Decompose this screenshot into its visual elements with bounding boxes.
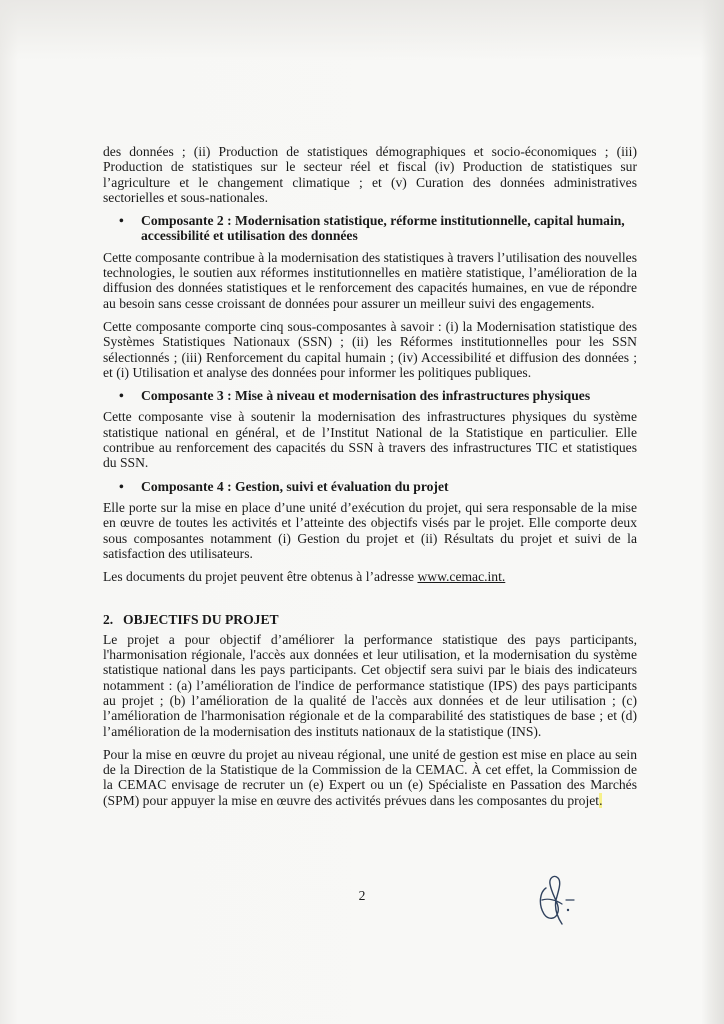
component-2-paragraph-2: Cette composante comporte cinq sous-composantes à savoir : (i) la Modernisation statistique des Systèmes Statistiques Nationaux (SSN) ; (ii) les Réformes institutionnelles pour les SSN sélectionnés ; (iii) Renforcement du capital humain ; (iv) Accessibilité et diffusion des données ; et (i) Utilisation et analyse des données pour informer les politiques publiques. [103, 318, 637, 380]
documents-paragraph [103, 569, 637, 584]
bullet-icon: • [119, 213, 124, 229]
page-number: 2 [358, 888, 366, 903]
component-4-heading [119, 479, 637, 494]
bullet-icon: • [119, 478, 124, 494]
highlighted-period: . [599, 792, 603, 808]
section-2-title: OBJECTIFS DU PROJET [123, 612, 279, 628]
component-2-heading [119, 213, 637, 244]
cemac-website-link[interactable]: www.cemac.int. [417, 569, 506, 585]
bullet-icon: • [119, 388, 124, 404]
scan-shadow-top [0, 0, 724, 60]
section-2-paragraph-2 [103, 747, 637, 808]
document-body [103, 144, 637, 816]
handwritten-initials-signature [528, 870, 588, 932]
component-4-paragraph-1: Elle porte sur la mise en place d’une unité d’exécution du projet, qui sera responsable de la mise en œuvre de toutes les activités et l’atteinte des objectifs visés par le projet. Elle comporte deux sous composantes notamment (i) Gestion du projet et (ii) Résultats du projet et suivi de la satisfaction des utilisateurs. [103, 499, 637, 561]
section-2-paragraph-2-text: Pour la mise en œuvre du projet au niveau régional, une unité de gestion est mise en place au sein de la Direction de la Statistique de la Commission de la CEMAC. À cet effet, la Commission de la CEMAC envisage de recruter un (e) Expert ou un (e) Spécialiste en Passation des Marchés (SPM) pour appuyer la mise en œuvre des activités prévues dans les composantes du projet [103, 746, 637, 808]
component-2-paragraph-1: Cette composante contribue à la modernisation des statistiques à travers l’utilisation des nouvelles technologies, le soutien aux réformes institutionnelles en matière statistique, l’amélioration de la diffusion des données statistiques et le renforcement des capacités humaines, en vue de répondre au besoin sans cesse croissant de données pour assurer un meilleur suivi des engagements. [103, 249, 637, 311]
component-3-paragraph-1: Cette composante vise à soutenir la modernisation des infrastructures physiques du système statistique national en général, et de l’Institut National de la Statistique en particulier. Elle contribue au renforcement des capacités du SSN à travers des infrastructures TIC et statistiques du SSN. [103, 409, 637, 471]
documents-text: Les documents du projet peuvent être obtenus à l’adresse [103, 569, 418, 585]
section-2-number: 2. [103, 612, 114, 628]
intro-paragraph: des données ; (ii) Production de statistiques démographiques et socio-économiques ; (iii) Production de statistiques sur le secteur réel et fiscal (iv) Production de statistiques sur l’agriculture et le changement climatique ; et (v) Curation des données administratives sectorielles et sous-nationales. [103, 144, 637, 205]
component-3-title: Composante 3 : Mise à niveau et modernisation des infrastructures physiques [141, 388, 591, 404]
scan-shadow-right [702, 0, 724, 1024]
component-2-title: Composante 2 : Modernisation statistique, réforme institutionnelle, capital humain, accessibilité et utilisation des données [141, 213, 625, 244]
component-4-title: Composante 4 : Gestion, suivi et évaluation du projet [141, 478, 449, 494]
component-3-heading [119, 388, 637, 403]
section-2-heading [103, 612, 637, 627]
section-2-paragraph-1: Le projet a pour objectif d’améliorer la performance statistique des pays participants, l'harmonisation régionale, l'accès aux données et leur utilisation, et la modernisation du système statistique national dans les pays participants. Cet objectif sera suivi par le biais des indicateurs notamment : (a) l’amélioration de l'indice de performance statistique (IPS) des pays participants au projet ; (b) l’amélioration de la qualité de l'accès aux données et de leur utilisation ; (c) l’amélioration de l'harmonisation régionale et de la comparabilité des statistiques de base ; et (d) l’amélioration de la modernisation des instituts nationaux de la statistique (INS). [103, 631, 637, 739]
